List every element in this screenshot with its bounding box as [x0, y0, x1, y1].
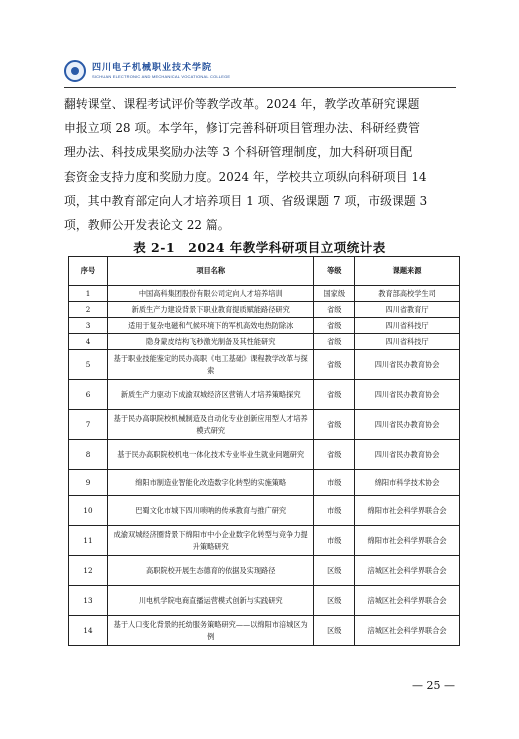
cell-no: 5 — [69, 350, 108, 380]
cell-name: 绵阳市制造业智能化改造数字化转型的实施策略 — [107, 470, 313, 496]
body-paragraph — [64, 92, 460, 237]
paragraph-line: 项，教师公开发表论文 22 篇。 — [64, 218, 230, 233]
cell-source: 绵阳市社会科学界联合会 — [355, 526, 460, 556]
cell-level: 区级 — [314, 586, 355, 616]
cell-no: 12 — [69, 556, 108, 586]
cell-name: 新质生产力驱动下成渝双城经济区营销人才培养策略探究 — [107, 380, 313, 410]
cell-level: 市级 — [314, 496, 355, 526]
college-logo-icon — [64, 60, 86, 82]
header-source: 课题来源 — [355, 257, 460, 286]
cell-name: 适用于复杂电磁和气候环境下的军机高效电热防除冰 — [107, 318, 313, 334]
cell-name: 基于人口变化背景的托幼服务策略研究——以绵阳市涪城区为例 — [107, 616, 313, 646]
paragraph-line: 申报立项 28 项。本学年，修订完善科研项目管理办法、科研经费管 — [64, 121, 421, 136]
cell-level: 省级 — [314, 350, 355, 380]
header-divider — [64, 87, 456, 88]
table-caption: 表 2-1 2024 年教学科研项目立项统计表 — [133, 240, 386, 255]
table-row — [69, 410, 460, 440]
table-row — [69, 586, 460, 616]
paragraph-line: 翻转课堂、课程考试评价等教学改革。2024 年，教学改革研究课题 — [64, 97, 420, 111]
cell-source: 四川省民办教育协会 — [355, 410, 460, 440]
page-header — [64, 58, 464, 84]
cell-source: 四川省科技厅 — [355, 318, 460, 334]
table-row — [69, 616, 460, 646]
paragraph-line: 套资金支持力度和奖励力度。2024 年，学校共立项纵向科研项目 14 — [64, 169, 427, 184]
header-level: 等级 — [314, 257, 355, 286]
school-name-block — [92, 64, 230, 79]
cell-level: 省级 — [314, 334, 355, 350]
school-name-en: SICHUAN ELECTRONIC AND MECHANICAL VOCATIONAL COLLEGE — [92, 73, 231, 79]
cell-no: 14 — [69, 616, 108, 646]
cell-name: 基于职业技能鉴定的民办高职《电工基础》课程教学改革与探索 — [107, 350, 313, 380]
cell-name: 高职院校开展生态德育的依据及实现路径 — [107, 556, 313, 586]
cell-source: 教育部高校学生司 — [355, 286, 460, 302]
cell-source: 绵阳市社会科学界联合会 — [355, 496, 460, 526]
cell-no: 11 — [69, 526, 108, 556]
paragraph-line: 项，其中教育部定向人才培养项目 1 项、省级课题 7 项，市级课题 3 — [64, 193, 428, 208]
cell-no: 7 — [69, 410, 108, 440]
cell-level: 省级 — [314, 380, 355, 410]
cell-source: 四川省民办教育协会 — [355, 440, 460, 470]
cell-source: 涪城区社会科学界联合会 — [355, 556, 460, 586]
cell-level: 区级 — [314, 556, 355, 586]
table-row — [69, 302, 460, 318]
table-header-row — [69, 257, 460, 286]
cell-no: 8 — [69, 440, 108, 470]
cell-level: 市级 — [314, 470, 355, 496]
cell-name: 巴蜀文化市城下四川唢呐的传承教育与推广研究 — [107, 496, 313, 526]
cell-level: 区级 — [314, 616, 355, 646]
table-row — [69, 286, 460, 302]
table-row — [69, 350, 460, 380]
cell-source: 涪城区社会科学界联合会 — [355, 616, 460, 646]
cell-source: 四川省科技厅 — [355, 334, 460, 350]
cell-source: 绵阳市科学技术协会 — [355, 470, 460, 496]
table-row — [69, 334, 460, 350]
cell-level: 市级 — [314, 526, 355, 556]
table-row — [69, 380, 460, 410]
cell-name: 隐身蒙皮结构飞秒激光制备及其性能研究 — [107, 334, 313, 350]
cell-no: 13 — [69, 586, 108, 616]
table-row — [69, 496, 460, 526]
cell-level: 省级 — [314, 302, 355, 318]
cell-name: 成渝双城经济圈背景下绵阳市中小企业数字化转型与竞争力提升策略研究 — [107, 526, 313, 556]
cell-source: 四川省教育厅 — [355, 302, 460, 318]
table-row — [69, 440, 460, 470]
header-name: 项目名称 — [107, 257, 313, 286]
cell-source: 涪城区社会科学界联合会 — [355, 586, 460, 616]
cell-name: 基于民办高职院校机械制造及自动化专业创新应用型人才培养模式研究 — [107, 410, 313, 440]
project-stat-table — [68, 256, 460, 646]
cell-no: 6 — [69, 380, 108, 410]
paragraph-line: 理办法、科技成果奖励办法等 3 个科研管理制度，加大科研项目配 — [64, 145, 413, 160]
cell-level: 国家级 — [314, 286, 355, 302]
cell-name: 川电机学院电商直播运营模式创新与实践研究 — [107, 586, 313, 616]
page-number: — 25 — — [412, 679, 455, 692]
cell-no: 2 — [69, 302, 108, 318]
table-row — [69, 556, 460, 586]
cell-source: 四川省民办教育协会 — [355, 350, 460, 380]
cell-name: 新质生产力建设背景下职业教育提质赋能路径研究 — [107, 302, 313, 318]
cell-no: 4 — [69, 334, 108, 350]
cell-level: 省级 — [314, 440, 355, 470]
table-row — [69, 318, 460, 334]
cell-name: 中国高科集团股份有限公司定向人才培养培训 — [107, 286, 313, 302]
school-name-cn: 四川电子机械职业技术学院 — [92, 62, 213, 73]
cell-no: 9 — [69, 470, 108, 496]
table-row — [69, 470, 460, 496]
cell-no: 3 — [69, 318, 108, 334]
cell-no: 1 — [69, 286, 108, 302]
table-row — [69, 526, 460, 556]
cell-level: 省级 — [314, 410, 355, 440]
cell-name: 基于民办高职院校机电一体化技术专业毕业生就业问题研究 — [107, 440, 313, 470]
cell-source: 四川省民办教育协会 — [355, 380, 460, 410]
header-no: 序号 — [69, 257, 108, 286]
cell-level: 省级 — [314, 318, 355, 334]
cell-no: 10 — [69, 496, 108, 526]
